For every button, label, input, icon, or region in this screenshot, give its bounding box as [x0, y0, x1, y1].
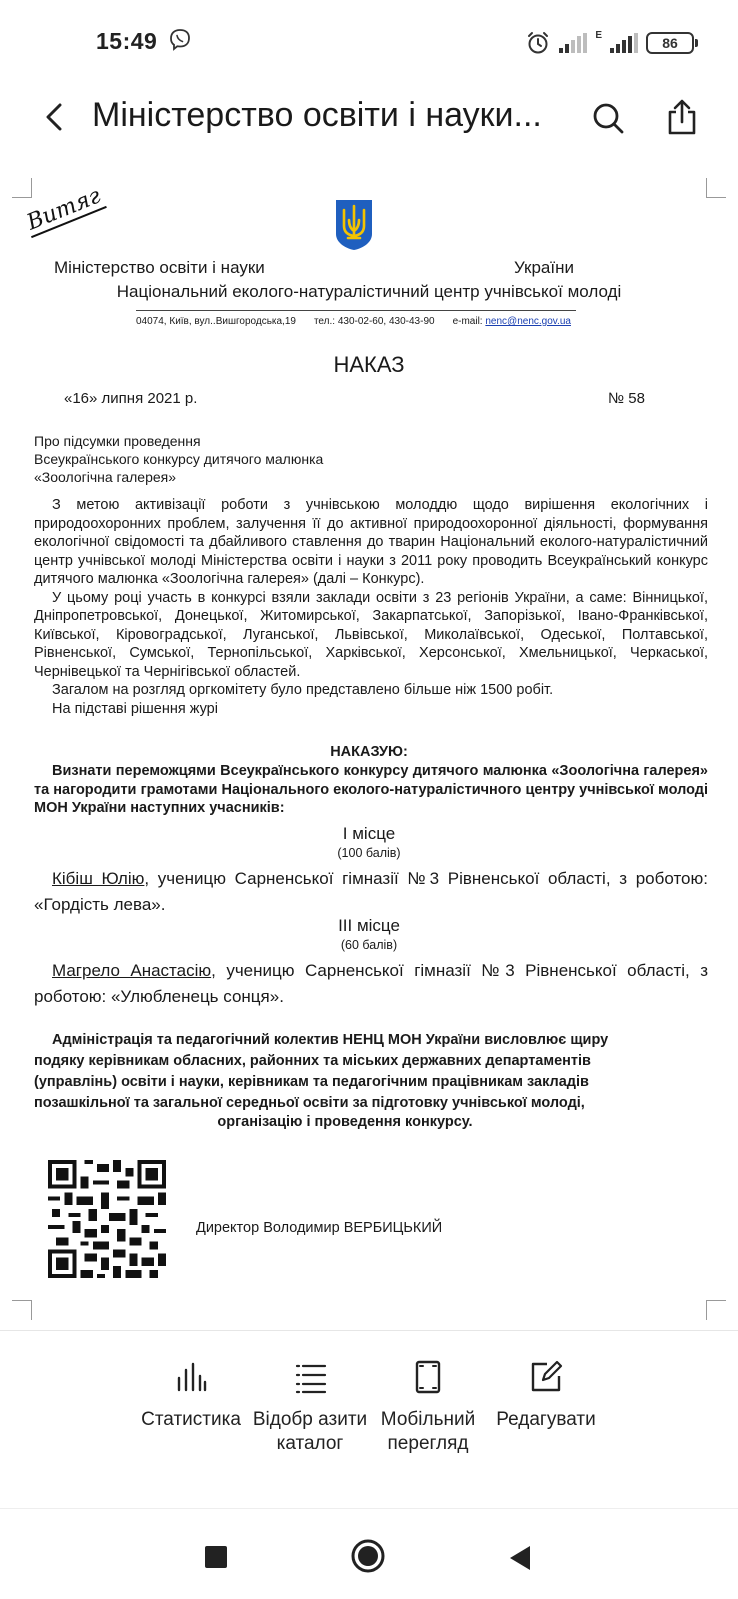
list-icon — [293, 1360, 327, 1394]
viber-icon — [168, 28, 192, 52]
mobile-view-icon — [411, 1360, 445, 1394]
paragraph: З метою активізації роботи з учнівською молоддю щодо вирішення екологічних і природоохоронних проблем, залучення її до активної природоохоронної діяльності, формування екологічної свідомості та дбайливого ставлення до тварин Національний еколого-натуралістичний центр учнівської молоді Міністерства освіти і науки з 2011 року проводить Всеукраїнський конкурс дитячого малюнка «Зоологічна галерея» (далі – Конкурс). — [34, 497, 708, 587]
edit-button[interactable] — [486, 1360, 606, 1432]
qr-code — [48, 1160, 166, 1278]
order-body — [34, 496, 708, 718]
country-name: України — [514, 258, 574, 277]
ministry-name: Міністерство освіти і науки — [54, 258, 265, 277]
winner-details: , ученицю Сарненської гімназії №3 Рівненської області, з роботою: «Улюбленець сонця». — [34, 961, 708, 1006]
order-date: «16» липня 2021 р. — [64, 390, 198, 407]
email-link[interactable]: nenc@nenc.gov.ua — [485, 316, 571, 327]
nav-divider — [0, 1508, 738, 1509]
mobile-view-button[interactable] — [368, 1360, 488, 1456]
director-signature: Директор Володимир ВЕРБИЦЬКИЙ — [196, 1220, 443, 1236]
winner-name: Кібіш Юлію — [52, 869, 145, 888]
subject-line: Всеукраїнського конкурсу дитячого малюнка — [34, 451, 324, 467]
app-header — [0, 86, 738, 156]
signal-icon-2 — [610, 33, 638, 53]
order-word: НАКАЗУЮ: — [330, 744, 408, 760]
recent-apps-icon[interactable] — [205, 1546, 227, 1568]
show-catalog-button[interactable] — [250, 1360, 370, 1456]
organization-name: Національний еколого-натуралістичний центр учнівської молоді — [116, 282, 622, 301]
thanks-text: Адміністрація та педагогічний колектив НЕНЦ МОН України висловлює щиру подяку керівникам обласних, районних та міських державних департаментів (управлінь) освіти і науки, керівникам та педагогічним працівникам закладів позашкільної та загальної середньої освіти за підготовку учнівської молоді, — [34, 1032, 609, 1111]
edit-label: Редагувати — [496, 1409, 596, 1430]
place-title: І місце — [342, 824, 396, 843]
statistics-button[interactable] — [131, 1360, 251, 1432]
mobile-view-label: Мобільний перегляд — [380, 1409, 476, 1454]
alarm-icon — [525, 30, 551, 56]
winner-entry — [34, 866, 708, 918]
paragraph: На підставі рішення журі — [52, 700, 218, 717]
paragraph: Загалом на розгляд оргкомітету було представлено більше ніж 1500 робіт. — [52, 682, 554, 698]
crop-mark — [706, 1300, 726, 1320]
decision-text: Визнати переможцями Всеукраїнського конкурсу дитячого малюнка «Зоологічна галерея» та нагородити грамотами Національного еколого-натуралістичного центру учнівської молоді МОН України наступних учасників: — [34, 763, 708, 816]
home-icon[interactable] — [350, 1538, 386, 1574]
winner-details: , ученицю Сарненської гімназії №3 Рівненської області, з роботою: «Гордість лева». — [34, 869, 708, 914]
crop-mark — [12, 1300, 32, 1320]
winner-entry — [34, 958, 708, 1010]
order-title: НАКАЗ — [333, 352, 405, 377]
winner-name: Магрело Анастасію — [52, 961, 212, 980]
document-page[interactable] — [0, 176, 738, 1320]
battery-icon: 86 — [646, 32, 694, 54]
page-title: Міністерство освіти і науки... — [92, 96, 542, 134]
system-nav-bar — [0, 1520, 738, 1590]
share-icon[interactable] — [664, 98, 700, 136]
subject-line: «Зоологічна галерея» — [34, 469, 177, 485]
status-bar — [0, 0, 738, 84]
network-type: E — [595, 29, 602, 41]
back-arrow-icon[interactable] — [38, 100, 72, 134]
back-icon[interactable] — [508, 1544, 532, 1572]
email-block — [453, 316, 571, 327]
subject-line: Про підсумки проведення — [34, 433, 201, 449]
status-time: 15:49 — [96, 28, 158, 54]
order-subject — [34, 432, 323, 486]
extract-stamp: Витяг — [22, 184, 107, 238]
phone: тел.: 430-02-60, 430-43-90 — [313, 316, 435, 327]
order-number: № 58 — [608, 390, 645, 407]
place-title: ІІІ місце — [338, 916, 400, 935]
bottom-toolbar — [0, 1360, 738, 1510]
paragraph: У цьому році участь в конкурсі взяли заклади освіти з 23 регіонів України, а саме: Вінницької, Дніпропетровської, Донецької, Житомирської, Закарпатської, Запорізької, Івано-Франківської, Київської, Кіровоградської, Луганської, Львівської, Миколаївської, Одеської, Полтавської, Рівненської, Сумської, Тернопільської, Харківської, Херсонської, Хмельницької, Черкаської, Чернівецької та Чернігівської областей. — [34, 589, 708, 680]
statistics-label: Статистика — [141, 1409, 241, 1430]
search-icon[interactable] — [590, 100, 626, 136]
crop-mark — [12, 178, 32, 198]
email-label: e-mail: — [452, 316, 483, 327]
bar-chart-icon — [174, 1360, 208, 1394]
edit-icon — [529, 1360, 563, 1394]
toolbar-divider — [0, 1330, 738, 1331]
place-points: (100 балів) — [337, 846, 401, 860]
contact-line — [136, 310, 576, 327]
place-points: (60 балів) — [340, 938, 398, 952]
coat-of-arms-icon — [334, 198, 374, 252]
thanks-text-end: організацію і проведення конкурсу. — [217, 1114, 473, 1130]
address: 04074, Київ, вул..Вишгородська,19 — [136, 316, 296, 327]
crop-mark — [706, 178, 726, 198]
signal-icon — [559, 33, 587, 53]
status-icons — [525, 28, 694, 58]
show-catalog-label: Відобр азити каталог — [252, 1409, 368, 1454]
